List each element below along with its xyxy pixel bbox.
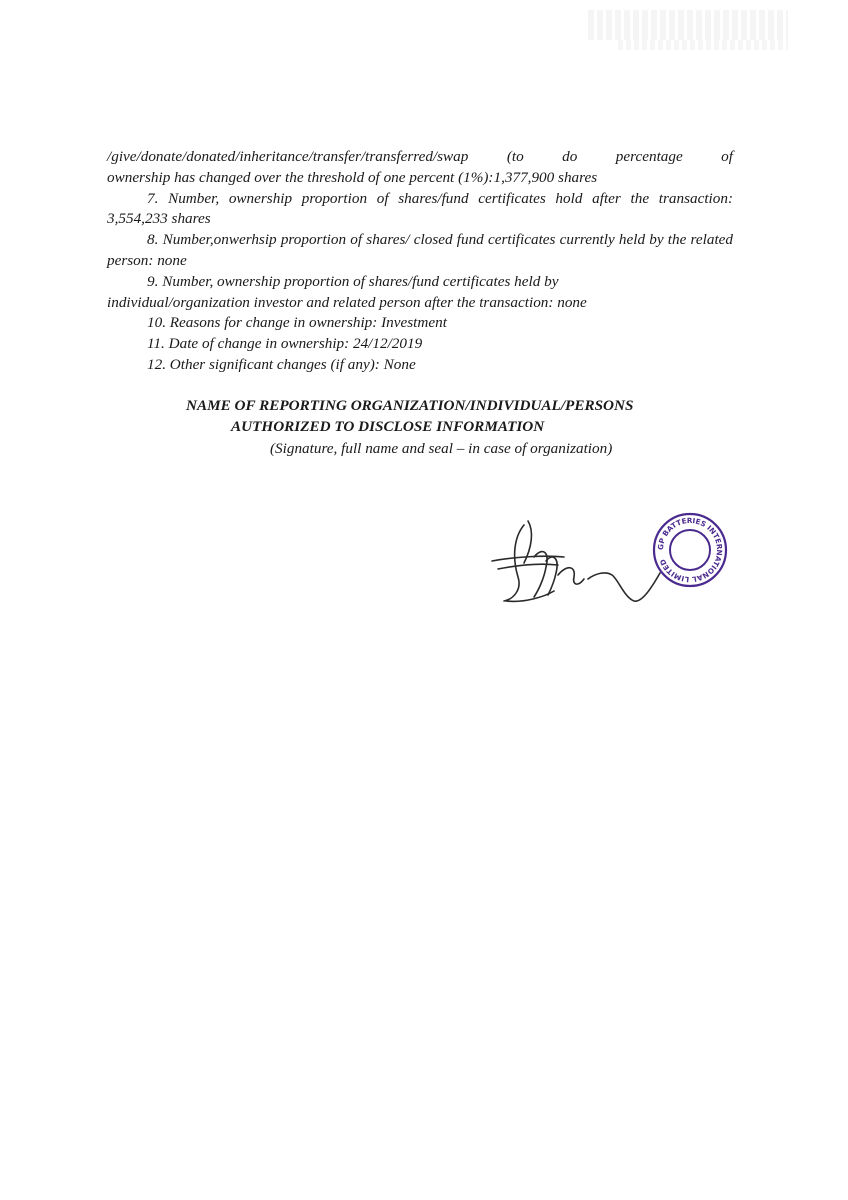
- paragraph-12: 12. Other significant changes (if any): None: [147, 355, 416, 373]
- disclosure-body: [107, 147, 733, 376]
- signature-instructions: (Signature, full name and seal – in case of organization): [270, 440, 613, 457]
- paragraph-8: 8. Number,onwerhsip proportion of shares/ closed fund certificates currently held by the related person: none: [107, 231, 733, 269]
- paragraph-6-line-2: ownership has changed over the threshold of one percent (1%):1,377,900 shares: [107, 168, 598, 186]
- svg-text:GP BATTERIES INTERNATIONAL LIM: [656, 516, 724, 584]
- seal-text: GP BATTERIES INTERNATIONAL LIMITED: [655, 515, 725, 585]
- paragraph-10: 10. Reasons for change in ownership: Investment: [147, 314, 447, 332]
- signatory-title-line-1: NAME OF REPORTING ORGANIZATION/INDIVIDUAL/PERSONS: [186, 397, 634, 414]
- paragraph-9-line-2: individual/organization investor and related person after the transaction: none: [107, 293, 587, 311]
- paragraph-9-line-1: 9. Number, ownership proportion of shares/fund certificates held by: [147, 272, 559, 290]
- paragraph-11: 11. Date of change in ownership: 24/12/2019: [147, 335, 423, 353]
- signatory-title-line-2: AUTHORIZED TO DISCLOSE INFORMATION: [231, 418, 545, 435]
- paragraph-6-line-1: /give/donate/donated/inheritance/transfer/transferred/swap (to do percentage of: [107, 148, 733, 165]
- bleed-through-artifact: [588, 10, 788, 40]
- paragraph-7: 7. Number, ownership proportion of shares/fund certificates hold after the transaction: 3,554,233 shares: [107, 189, 733, 228]
- bleed-through-artifact: [618, 40, 788, 50]
- company-seal: [652, 512, 728, 588]
- handwritten-signature: [484, 517, 664, 613]
